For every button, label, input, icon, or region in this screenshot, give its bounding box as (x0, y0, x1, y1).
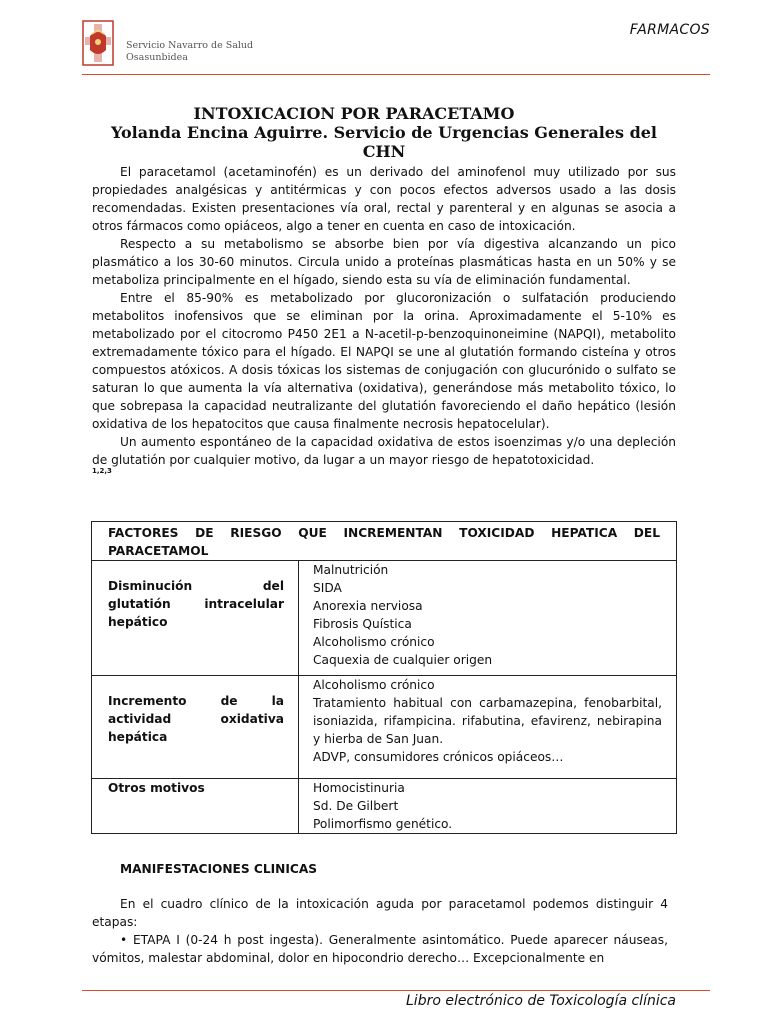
risk-heading-line-1: FACTORES DE RIESGO QUE INCREMENTAN TOXICIDAD HEPATICA DEL (108, 526, 660, 540)
risk-category: Disminución del glutatión intracelular hepático (92, 561, 299, 676)
clinical-section-title: MANIFESTACIONES CLINICAS (120, 862, 318, 876)
risk-category: Incremento de la actividad oxidativa hepática (92, 676, 299, 779)
footer-divider (82, 990, 710, 991)
list-item: Polimorfismo genético. (313, 817, 453, 831)
logo-line-2: Osasunbidea (126, 52, 188, 63)
list-item: Caquexia de cualquier origen (313, 653, 493, 667)
list-item: Tratamiento habitual con carbamazepina, fenobarbital, isoniazida, rifampicina. rifabutina, efavirenz, nebirapina y hierba de San Juan. (313, 696, 662, 746)
header-divider (82, 74, 710, 75)
servicio-navarro-salud-logo (82, 20, 272, 70)
paragraph: Respecto a su metabolismo se absorbe bien por vía digestiva alcanzando un pico plasmático a los 30-60 minutos. Circula unido a proteínas plasmáticas hasta en un 50% y se metaboliza principalmente en el hígado, siendo esta su vía de eliminación fundamental. (92, 237, 676, 287)
list-item: Alcoholismo crónico (313, 635, 435, 649)
intro-body (92, 163, 676, 476)
stage-1-item: • ETAPA I (0-24 h post ingesta). Generalmente asintomático. Puede aparecer náuseas, vómitos, malestar abdominal, dolor en hipocondrio derecho… Excepcionalmente en (92, 933, 668, 965)
list-item: Alcoholismo crónico (313, 678, 435, 692)
paragraph: Un aumento espontáneo de la capacidad oxidativa de estos isoenzimas y/o una depleción de glutatión por cualquier motivo, da lugar a un mayor riesgo de hepatotoxicidad. (92, 435, 676, 467)
clinical-body (92, 895, 668, 967)
risk-items (299, 779, 677, 834)
document-title (92, 104, 676, 161)
table-row (92, 561, 677, 676)
paragraph: El paracetamol (acetaminofén) es un derivado del aminofenol muy utilizado por sus propiedades analgésicas y antitérmicas y con pocos efectos adversos usado a las dosis recomendadas. Existen presentaciones vía oral, rectal y parenteral y en algunas se asocia a otros fármacos como opiáceos, algo a tener en cuenta en caso de intoxicación. (92, 165, 676, 233)
risk-items (299, 676, 677, 779)
risk-items (299, 561, 677, 676)
paragraph: En el cuadro clínico de la intoxicación aguda por paracetamol podemos distinguir 4 etapas: (92, 897, 668, 929)
paragraph: Entre el 85-90% es metabolizado por glucoronización o sulfatación produciendo metabolitos inofensivos que se eliminan por la orina. Aproximadamente el 5-10% es metabolizado por el citocromo P450 2E1 a N-acetil-p-benzoquinoneimine (NAPQI), metabolito extremadamente tóxico para el hígado. El NAPQI se une al glutatión formando cisteína y otros compuestos atóxicos. A dosis tóxicas los sistemas de conjugación con glucurónido o sulfato se saturan lo que aumenta la vía alternativa (oxidativa), generándose más metabolito tóxico, lo que sobrepasa la capacidad neutralizante del glutatión favoreciendo el daño hepático (lesión oxidativa de los hepatocitos que causa finalmente necrosis hepatocelular). (92, 291, 676, 431)
list-item: Malnutrición (313, 563, 389, 577)
list-item: Anorexia nerviosa (313, 599, 423, 613)
list-item: Fibrosis Quística (313, 617, 412, 631)
author-line: Yolanda Encina Aguirre. Servicio de Urgencias Generales del CHN (110, 123, 658, 161)
footer-book-title: Libro electrónico de Toxicología clínica (406, 993, 676, 1009)
risk-factors-table (91, 521, 677, 834)
reference-superscript: 1,2,3 (92, 467, 112, 475)
table-row (92, 676, 677, 779)
navarra-shield-icon (82, 20, 122, 68)
table-row (92, 779, 677, 834)
risk-heading-line-2: PARACETAMOL (108, 544, 209, 558)
risk-table-heading (92, 522, 677, 561)
title-line-1: INTOXICACION POR PARACETAMO (193, 104, 515, 123)
section-header-title: FARMACOS (629, 22, 710, 38)
list-item: Sd. De Gilbert (313, 799, 399, 813)
list-item: ADVP, consumidores crónicos opiáceos… (313, 750, 564, 764)
list-item: SIDA (313, 581, 342, 595)
list-item: Homocistinuria (313, 781, 405, 795)
logo-line-1: Servicio Navarro de Salud (126, 40, 254, 51)
risk-category: Otros motivos (92, 779, 299, 834)
